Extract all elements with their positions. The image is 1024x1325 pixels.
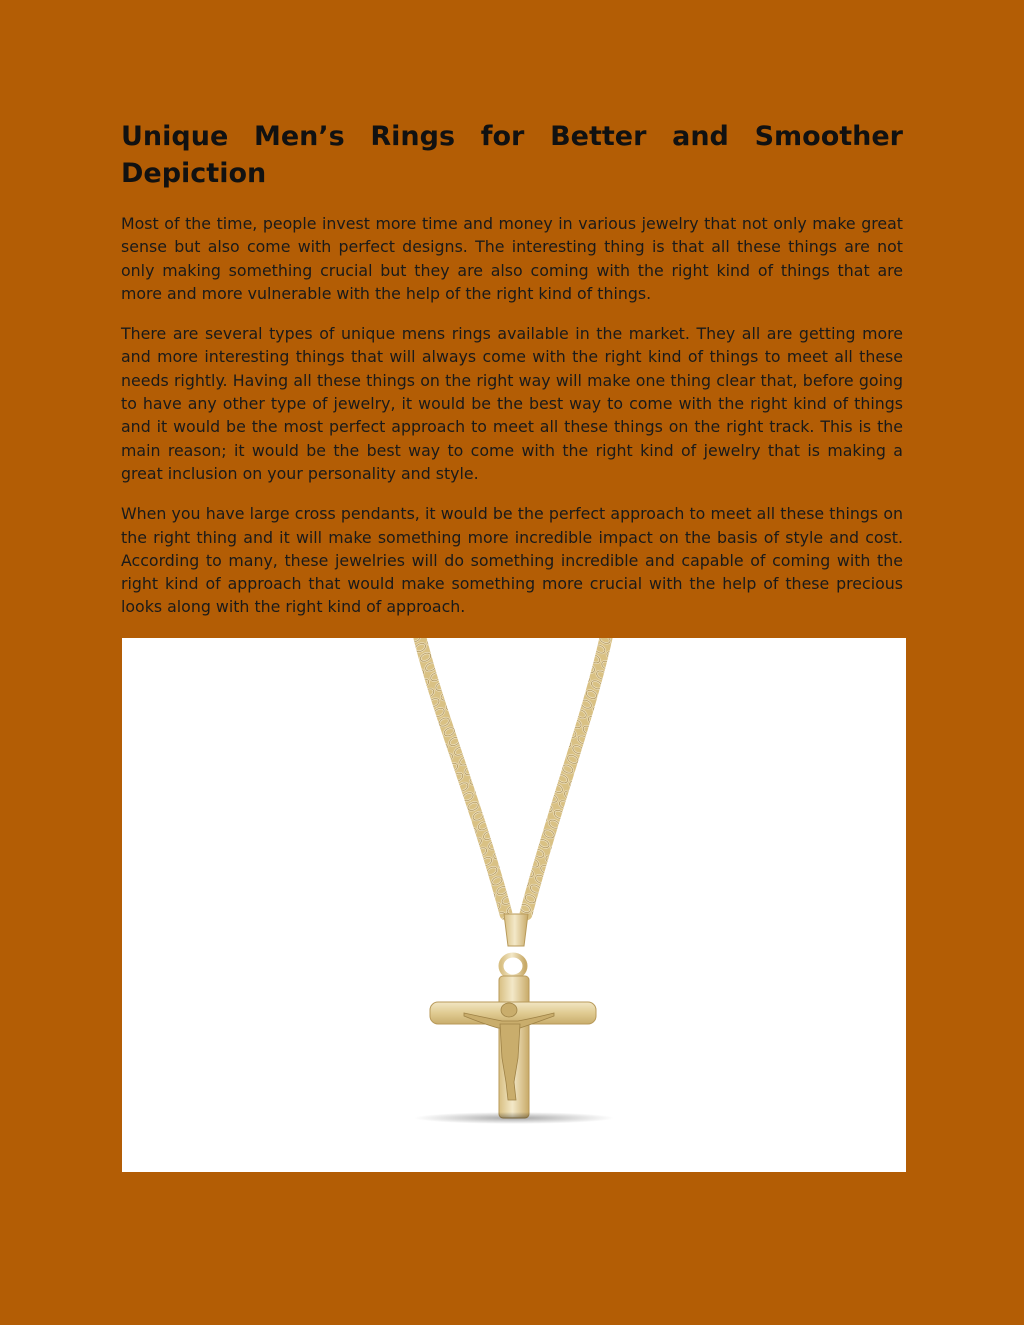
product-photo (122, 638, 906, 1172)
article-paragraph-3: When you have large cross pendants, it would be the perfect approach to meet all these things on the right thing and it will make something more incredible impact on the basis of style and cost. According to many, these jewelries will do something incredible and capable of coming with the right kind of approach that would make something more crucial with the help of these precious looks along with the right kind of approach. (121, 504, 903, 617)
article (121, 118, 903, 636)
chain-right (526, 638, 606, 914)
chain-left (420, 638, 506, 914)
cross-pendant-image (122, 638, 906, 1172)
article-paragraph-1: Most of the time, people invest more time and money in various jewelry that not only make great sense but also come with perfect designs. The interesting thing is that all these things are not only making something crucial but they are also coming with the right kind of things that are more and more vulnerable with the help of the right kind of things. (121, 214, 903, 303)
pendant-shadow (414, 1112, 614, 1124)
jump-ring (501, 955, 525, 977)
article-title: Unique Men’s Rings for Better and Smoother Depiction (121, 121, 903, 189)
pendant-bail (504, 914, 528, 946)
article-paragraph-2: There are several types of unique mens rings available in the market. They all are getting more and more interesting things that will always come with the right kind of things to meet all these needs rightly. Having all these things on the right way will make one thing clear that, before going to have any other type of jewelry, it would be the best way to come with the right kind of things and it would be the most perfect approach to meet all these things on the right track. This is the main reason; it would be the best way to come with the right kind of jewelry that is making a great inclusion on your personality and style. (121, 324, 903, 483)
